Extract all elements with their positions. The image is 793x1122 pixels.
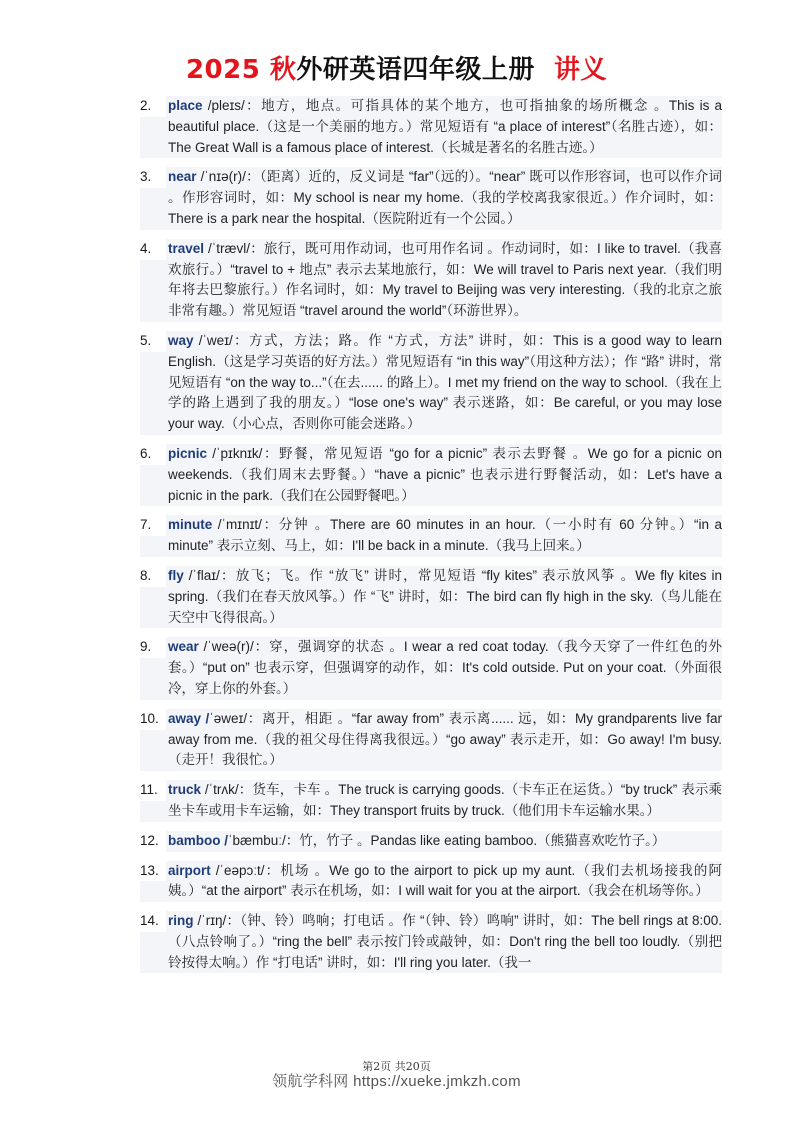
vocabulary-list [140, 96, 722, 982]
entry-definition: /ˈweɪ/：方式，方法；路。作 “方式，方法” 讲时，如：This is a good way to learn English.（这是学习英语的好方法。）常见短语有 “in this way”（用这种方法）；作 “路” 讲时，常见短语有 “on the way to...”（在去...... 的路上）。I met my friend on the way to school.（我在上学的路上遇到了我的朋友。）“lose one's way” 表示迷路，如：Be careful, or you may lose your way.（小心点，否则你可能会迷路。） [168, 332, 722, 432]
entry-word: away / [168, 710, 210, 726]
entry-word: travel [168, 240, 205, 256]
entry-number: 6. [140, 444, 166, 465]
entry-number: 14. [140, 911, 166, 932]
entry-definition: ˈbæmbuː/：竹，竹子 。Pandas like eating bamboo.（熊猫喜欢吃竹子。） [228, 832, 666, 848]
page-number: 第2页 共20页 [362, 1060, 431, 1073]
title-tag: 讲义 [554, 55, 608, 85]
vocab-entry [140, 780, 722, 822]
entry-definition: /ˈrɪŋ/：（钟、铃）鸣响；打电话 。作 “（钟、铃）鸣响” 讲时，如：The bell rings at 8:00.（八点铃响了。）“ring the bell” 表示按门铃或敲钟，如：Don't ring the bell too loudly.（别把铃按得太响。）作 “打电话” 讲时，如：I'll ring you later.（我一 [168, 913, 722, 970]
title-year: 2025 秋 [185, 55, 297, 85]
footer-watermark: 领航学科网 https://xueke.jmkzh.com [272, 1073, 521, 1090]
entry-number: 8. [140, 566, 166, 587]
page-title [0, 52, 793, 88]
vocab-entry [140, 637, 722, 699]
entry-definition: ˈəweɪ/：离开，相距 。“far away from” 表示离...... 远，如：My grandparents live far away from me.（我的祖父母住得离我很远。）“go away” 表示走开，如：Go away! I'm busy.（走开！我很忙。） [168, 710, 722, 768]
title-subject: 外研英语四年级上册 [296, 55, 535, 85]
entry-word: wear [168, 639, 199, 655]
entry-word: picnic [168, 445, 208, 461]
entry-number: 7. [140, 515, 166, 536]
entry-word: truck [168, 782, 202, 798]
entry-number: 9. [140, 637, 166, 658]
entry-number: 4. [140, 239, 166, 260]
entry-word: ring [168, 913, 194, 929]
entry-number: 11. [140, 780, 166, 801]
vocab-entry [140, 566, 722, 628]
entry-word: airport [168, 862, 211, 878]
entry-definition: /ˈflaɪ/：放飞；飞。作 “放飞” 讲时，常见短语 “fly kites” 表示放风筝 。We fly kites in spring.（我们在春天放风筝。）作 “飞” 讲时，如：The bird can fly high in the sky.（鸟儿能在天空中飞得很高。） [168, 567, 722, 625]
entry-definition: /ˈnɪə(r)/：（距离）近的，反义词是 “far”（远的）。“near” 既可以作形容词，也可以作介词 。作形容词时，如：My school is near my home.（我的学校离我家很近。）作介词时，如：There is a park near the hospital.（医院附近有一个公园。） [168, 169, 722, 226]
vocab-entry [140, 96, 722, 158]
vocab-entry [140, 861, 722, 903]
vocab-entry [140, 167, 722, 229]
entry-word: fly [168, 567, 184, 583]
vocab-entry [140, 831, 722, 852]
vocab-entry [140, 444, 722, 506]
entry-definition: /ˈtrʌk/：货车，卡车 。The truck is carrying goods.（卡车正在运货。）“by truck” 表示乘坐卡车或用卡车运输，如：They transport fruits by truck.（他们用卡车运输水果。） [168, 782, 722, 818]
entry-number: 12. [140, 831, 166, 852]
entry-number: 5. [140, 331, 166, 352]
entry-number: 13. [140, 861, 166, 882]
entry-definition: /ˈpɪknɪk/：野餐，常见短语 “go for a picnic” 表示去野餐 。We go for a picnic on weekends.（我们周末去野餐。）“have a picnic” 也表示进行野餐活动，如：Let's have a picnic in the park.（我们在公园野餐吧。） [168, 445, 722, 503]
entry-definition: /ˈmɪnɪt/：分钟 。There are 60 minutes in an hour.（一小时有 60 分钟。）“in a minute” 表示立刻、马上，如：I'll be back in a minute.（我马上回来。） [168, 517, 722, 554]
vocab-entry [140, 515, 722, 557]
entry-definition: /ˈtrævl/：旅行，既可用作动词，也可用作名词 。作动词时，如：I like to travel.（我喜欢旅行。）“travel to + 地点” 表示去某地旅行，如：We will travel to Paris next year.（我们明年将去巴黎旅行。）作名词时，如：My travel to Beijing was very interesting.（我的北京之旅非常有趣。）常见短语 “travel around the world”（环游世界）。 [168, 240, 722, 319]
entry-word: minute [168, 517, 213, 533]
entry-definition: /ˈweə(r)/：穿，强调穿的状态 。I wear a red coat today.（我今天穿了一件红色的外套。）“put on” 也表示穿，但强调穿的动作，如：It's cold outside. Put on your coat.（外面很冷，穿上你的外套。） [168, 639, 722, 696]
vocab-entry [140, 239, 722, 322]
vocab-entry [140, 331, 722, 435]
entry-number: 2. [140, 96, 166, 117]
entry-word: place [168, 98, 203, 113]
entry-definition: /ˈeəpɔːt/：机场 。We go to the airport to pick up my aunt.（我们去机场接我的阿姨。）“at the airport” 表示在机场，如：I will wait for you at the airport.（我会在机场等你。） [168, 862, 722, 899]
entry-word: bamboo / [168, 832, 228, 848]
entry-definition: /pleɪs/：地方，地点。可指具体的某个地方，也可指抽象的场所概念 。This is a beautiful place.（这是一个美丽的地方。）常见短语有 “a place of interest”（名胜古迹），如：The Great Wall is a famous place of interest.（长城是著名的名胜古迹。） [168, 98, 722, 155]
entry-word: way [168, 332, 194, 348]
vocab-entry [140, 709, 722, 771]
vocab-entry [140, 911, 722, 973]
entry-word: near [168, 169, 197, 185]
entry-number: 10. [140, 709, 166, 730]
entry-number: 3. [140, 167, 166, 188]
